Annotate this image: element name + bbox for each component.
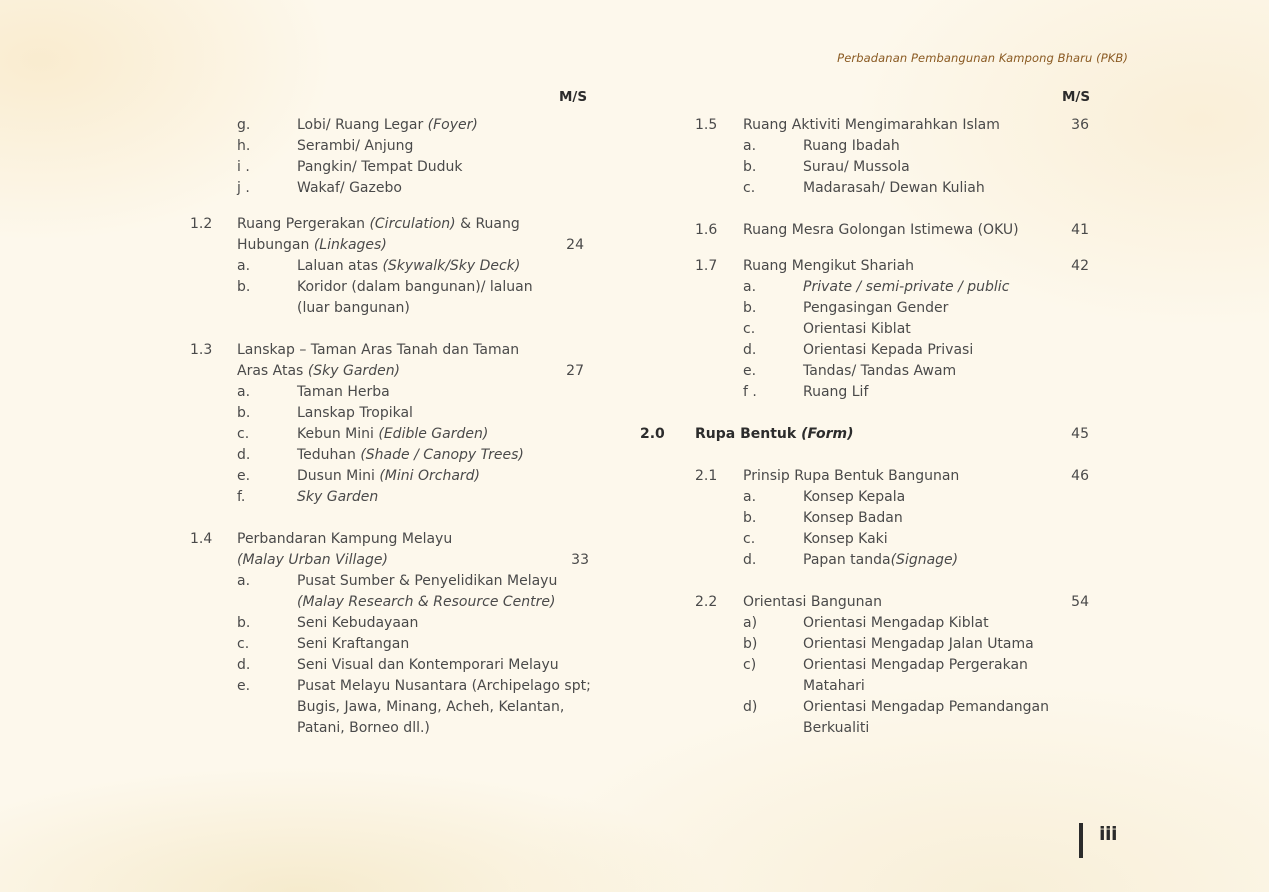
page-number: 27: [566, 363, 584, 379]
subitem-text: Taman Herba: [297, 384, 390, 400]
subitem-text-cont: Patani, Borneo dll.): [297, 720, 430, 736]
section-title-cont: (Malay Urban Village): [237, 552, 388, 568]
subitem-text: Konsep Kaki: [803, 531, 888, 547]
subitem-letter: d.: [237, 447, 251, 463]
subitem-letter: h.: [237, 138, 251, 154]
chapter-number: 2.0: [640, 426, 665, 442]
subitem-letter: b.: [743, 159, 757, 175]
section-number: 1.5: [695, 117, 718, 133]
subitem-text-cont: (luar bangunan): [297, 300, 410, 316]
page-number: 45: [1071, 426, 1089, 442]
chapter-title: Rupa Bentuk (Form): [695, 426, 854, 442]
subitem-text: Laluan atas (Skywalk/Sky Deck): [297, 258, 521, 274]
section-title: Prinsip Rupa Bentuk Bangunan: [743, 468, 960, 484]
subitem-text: Orientasi Mengadap Pergerakan: [803, 657, 1028, 673]
subitem-text-cont: (Malay Research & Resource Centre): [297, 594, 556, 610]
page-number: 24: [566, 237, 584, 253]
subitem-letter: c): [743, 657, 757, 673]
subitem-text-cont: Matahari: [803, 678, 865, 694]
subitem-letter: c.: [237, 426, 250, 442]
subitem-text: Seni Kraftangan: [297, 636, 410, 652]
subitem-letter: g.: [237, 117, 251, 133]
page-number: 33: [571, 552, 589, 568]
subitem-text: Konsep Badan: [803, 510, 903, 526]
section-number: 2.1: [695, 468, 718, 484]
subitem-text: Seni Visual dan Kontemporari Melayu: [297, 657, 559, 673]
subitem-letter: j .: [237, 180, 250, 196]
subitem-letter: c.: [743, 180, 756, 196]
subitem-letter: c.: [743, 321, 756, 337]
section-title: Ruang Mesra Golongan Istimewa (OKU): [743, 222, 1019, 238]
page-number: 41: [1071, 222, 1089, 238]
subitem-letter: a.: [743, 489, 757, 505]
subitem-text: Ruang Lif: [803, 384, 869, 400]
page-number: 54: [1071, 594, 1089, 610]
subitem-text: Papan tanda(Signage): [803, 552, 959, 568]
subitem-text: Pengasingan Gender: [803, 300, 949, 316]
subitem-text: Private / semi-private / public: [803, 279, 1010, 295]
subitem-letter: a.: [237, 258, 251, 274]
section-number: 2.2: [695, 594, 718, 610]
subitem-letter: b.: [237, 615, 251, 631]
subitem-text-cont: Berkualiti: [803, 720, 870, 736]
subitem-text: Pusat Melayu Nusantara (Archipelago spt;: [297, 678, 591, 694]
footer-page-number: iii: [1099, 823, 1118, 845]
subitem-text: Sky Garden: [297, 489, 379, 505]
subitem-text: Teduhan (Shade / Canopy Trees): [297, 447, 524, 463]
subitem-text: Orientasi Kepada Privasi: [803, 342, 974, 358]
subitem-letter: i .: [237, 159, 250, 175]
subitem-letter: d.: [743, 342, 757, 358]
subitem-letter: b.: [743, 300, 757, 316]
subitem-text: Orientasi Mengadap Pemandangan: [803, 699, 1050, 715]
subitem-text: Madarasah/ Dewan Kuliah: [803, 180, 985, 196]
section-title: Orientasi Bangunan: [743, 594, 882, 610]
subitem-letter: b.: [743, 510, 757, 526]
ms-column-header-left: M/S: [559, 89, 588, 105]
subitem-letter: f .: [743, 384, 757, 400]
subitem-text-cont: Bugis, Jawa, Minang, Acheh, Kelantan,: [297, 699, 565, 715]
section-number: 1.7: [695, 258, 718, 274]
subitem-text: Konsep Kepala: [803, 489, 906, 505]
section-number: 1.3: [190, 342, 213, 358]
subitem-text: Kebun Mini (Edible Garden): [297, 426, 489, 442]
section-title: Perbandaran Kampung Melayu: [237, 531, 453, 547]
subitem-letter: a): [743, 615, 758, 631]
section-title: Lanskap – Taman Aras Tanah dan Taman: [237, 342, 520, 358]
subitem-text: Orientasi Kiblat: [803, 321, 911, 337]
subitem-letter: c.: [743, 531, 756, 547]
subitem-text: Lanskap Tropikal: [297, 405, 413, 421]
subitem-letter: b): [743, 636, 758, 652]
section-title: Ruang Pergerakan (Circulation) & Ruang: [237, 216, 520, 232]
page-number: 42: [1071, 258, 1089, 274]
subitem-letter: a.: [237, 573, 251, 589]
section-title-cont: Aras Atas (Sky Garden): [237, 363, 401, 379]
page-number: 36: [1071, 117, 1089, 133]
subitem-letter: d.: [237, 657, 251, 673]
subitem-text: Ruang Ibadah: [803, 138, 900, 154]
section-number: 1.4: [190, 531, 213, 547]
subitem-letter: a.: [237, 384, 251, 400]
subitem-letter: b.: [237, 405, 251, 421]
subitem-letter: f.: [237, 489, 246, 505]
subitem-text: Surau/ Mussola: [803, 159, 910, 175]
subitem-text: Lobi/ Ruang Legar (Foyer): [297, 117, 478, 133]
subitem-letter: b.: [237, 279, 251, 295]
subitem-letter: e.: [237, 468, 251, 484]
subitem-letter: a.: [743, 279, 757, 295]
subitem-text: Orientasi Mengadap Kiblat: [803, 615, 989, 631]
page-header-title: Perbadanan Pembangunan Kampong Bharu (PKB): [837, 51, 1128, 65]
section-title-cont: Hubungan (Linkages): [237, 237, 387, 253]
subitem-text: Koridor (dalam bangunan)/ laluan: [297, 279, 533, 295]
subitem-text: Dusun Mini (Mini Orchard): [297, 468, 481, 484]
section-title: Ruang Mengikut Shariah: [743, 258, 915, 274]
section-number: 1.2: [190, 216, 213, 232]
page-number: 46: [1071, 468, 1089, 484]
footer-divider-bar: [1079, 823, 1083, 858]
subitem-text: Seni Kebudayaan: [297, 615, 419, 631]
subitem-text: Wakaf/ Gazebo: [297, 180, 402, 196]
subitem-text: Pusat Sumber & Penyelidikan Melayu: [297, 573, 558, 589]
subitem-letter: c.: [237, 636, 250, 652]
section-title: Ruang Aktiviti Mengimarahkan Islam: [743, 117, 1000, 133]
section-number: 1.6: [695, 222, 718, 238]
subitem-text: Tandas/ Tandas Awam: [803, 363, 957, 379]
subitem-letter: d.: [743, 552, 757, 568]
subitem-text: Serambi/ Anjung: [297, 138, 414, 154]
subitem-text: Orientasi Mengadap Jalan Utama: [803, 636, 1034, 652]
subitem-letter: d): [743, 699, 758, 715]
subitem-text: Pangkin/ Tempat Duduk: [297, 159, 463, 175]
subitem-letter: e.: [743, 363, 757, 379]
subitem-letter: a.: [743, 138, 757, 154]
subitem-letter: e.: [237, 678, 251, 694]
ms-column-header-right: M/S: [1062, 89, 1091, 105]
